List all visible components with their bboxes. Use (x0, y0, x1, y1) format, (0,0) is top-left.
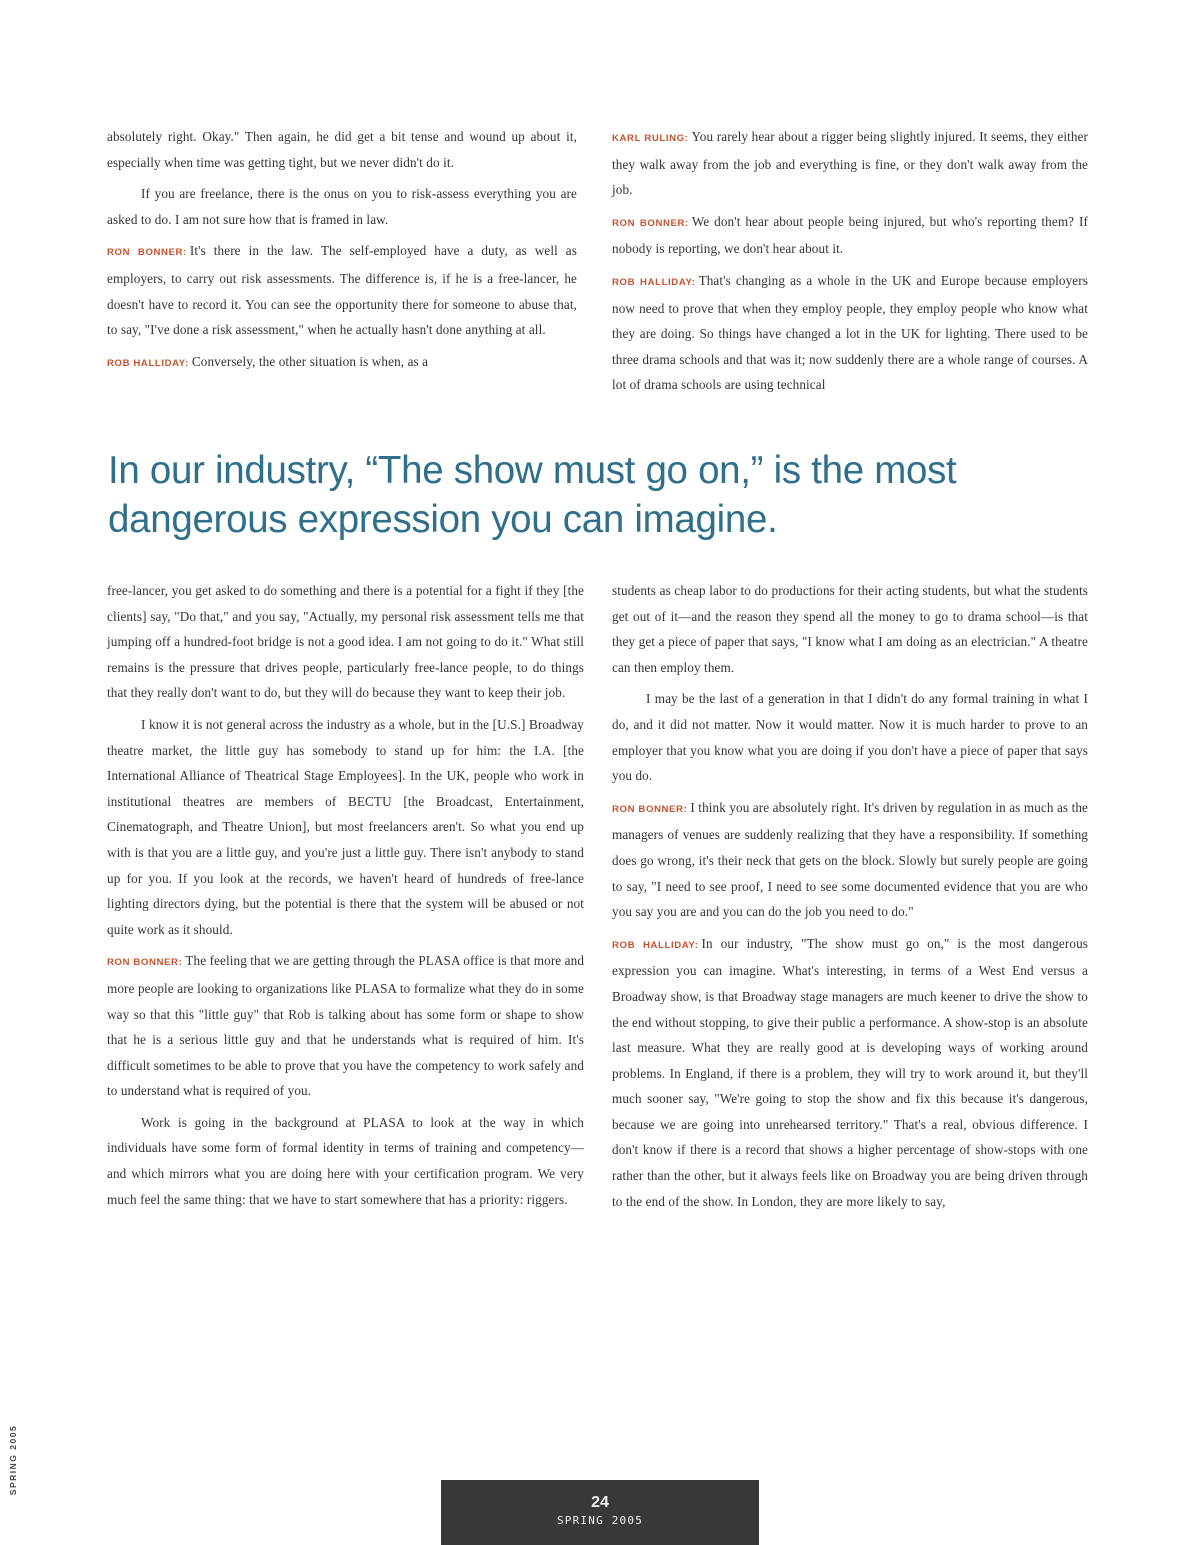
body-paragraph (612, 578, 1088, 680)
speaker-name: ROB HALLIDAY: (612, 939, 699, 951)
speaker-paragraph (612, 209, 1088, 262)
speaker-name: ROB HALLIDAY: (107, 357, 189, 369)
pull-quote-line-1: In our industry, “The show must go on,” is the most (108, 449, 957, 492)
speaker-paragraph (612, 268, 1088, 398)
column-top-right (612, 124, 1088, 404)
paragraph-text: I think you are absolutely right. It's driven by regulation in as much as the managers of venues are suddenly realizing that they have a responsibility. If something does go wrong, it's their neck that gets on the block. Slowly but surely people are going to say, "I need to see proof, I need to see some documented evidence that you are who you say you are and you can do the job you need to do." (612, 799, 1088, 920)
body-paragraph (107, 124, 577, 175)
body-paragraph (107, 181, 577, 232)
paragraph-text: free-lancer, you get asked to do something and there is a potential for a fight if they [the clients] say, "Do that," and you say, "Actually, my personal risk assessment tells me that jumping off a hundred-foot bridge is not a good idea. I am not going to do it." What still remains is the pressure that drives people, particularly free-lance people, to do things that they really don't want to do, but they will do because they want to keep their job. (107, 583, 584, 701)
pull-quote-line-2: dangerous expression you can imagine. (108, 498, 778, 541)
speaker-paragraph (612, 931, 1088, 1215)
speaker-name: RON BONNER: (612, 217, 689, 229)
column-top-left (107, 124, 577, 382)
body-paragraph (107, 578, 584, 706)
speaker-name: RON BONNER: (612, 803, 688, 815)
paragraph-text: You rarely hear about a rigger being slightly injured. It seems, they either they walk away from the job and everything is fine, or they don't walk away from the job. (612, 129, 1088, 198)
speaker-name: RON BONNER: (107, 247, 187, 259)
body-paragraph (107, 1110, 584, 1212)
speaker-name: ROB HALLIDAY: (612, 276, 696, 288)
paragraph-text: We don't hear about people being injured, but who's reporting them? If nobody is reporting, we don't hear about it. (612, 213, 1088, 257)
speaker-name: KARL RULING: (612, 133, 689, 144)
paragraph-text: If you are freelance, there is the onus on you to risk-assess everything you are asked to do. I am not sure how that is framed in law. (107, 186, 577, 227)
body-paragraph (612, 686, 1088, 788)
speaker-paragraph (107, 948, 584, 1104)
speaker-paragraph (612, 795, 1088, 925)
paragraph-text: The feeling that we are getting through the PLASA office is that more and more people are looking to organizations like PLASA to formalize what they do in some way so that this "little guy" that Rob is talking about has some form or shape to show that he is a serious little guy and that he understands what is required of him. It's difficult sometimes to be able to prove that you have the competency to work safely and to understand what is required of you. (107, 953, 585, 1099)
page-number: 24 (591, 1494, 609, 1511)
speaker-paragraph (612, 124, 1088, 203)
paragraph-text: It's there in the law. The self-employed have a duty, as well as employers, to carry out risk assessments. The difference is, if he is a free-lancer, he doesn't have to record it. You can see the opportunity there for someone to abuse that, to say, "I've done a risk assessment," when he actually hasn't done anything at all. (107, 243, 577, 338)
paragraph-text: I may be the last of a generation in that I didn't do any formal training in what I do, and it did not matter. Now it would matter. Now it is much harder to prove to an employer that you know what you are doing if you don't have a piece of paper that says you do. (612, 691, 1088, 784)
paragraph-text: I know it is not general across the industry as a whole, but in the [U.S.] Broadway theatre market, the little guy has somebody to stand up for him: the I.A. [the International Alliance of Theatrical Stage Employees]. In the UK, people who work in institutional theatres are members of BECTU [the Broadcast, Entertainment, Cinematograph, and Theatre Union], but most freelancers aren't. So what you end up with is that you are a little guy, and you're just a little guy. There isn't anybody to stand up for you. If you look at the records, we haven't heard of hundreds of free-lance lighting directors dying, but the potential is there that the system will be abused or not quite work as it should. (107, 716, 584, 937)
speaker-name: RON BONNER: (107, 957, 183, 969)
paragraph-text: students as cheap labor to do productions for their acting students, but what the students get out of it—and the reason they spend all the money to go to drama school—is that they get a piece of paper that says, "I know what I am doing as an electrician." A theatre can then employ them. (612, 583, 1088, 675)
paragraph-text: In our industry, "The show must go on," is the most dangerous expression you can imagine. What's interesting, in terms of a West End versus a Broadway show, is that Broadway stage managers are much keener to drive the show to the end without stopping, to give their public a performance. A show-stop is an absolute last measure. What they are really good at is developing ways of working around problems. In England, if there is a problem, they will try to work around it, but they'll much sooner say, "We're going to stop the show and fix this because it's dangerous, because we are going into unrehearsed territory." That's a real, obvious difference. I don't know if there is a record that shows a higher percentage of show-stops with one rather than the other, but it always feels like on Broadway you are being driven through to the end of the show. In London, they are more likely to say, (612, 935, 1088, 1209)
paragraph-text: Conversely, the other situation is when, as a (191, 353, 429, 369)
speaker-paragraph (107, 349, 577, 377)
paragraph-text: absolutely right. Okay." Then again, he did get a bit tense and wound up about it, especially when time was getting tight, but we never didn't do it. (107, 129, 577, 170)
body-paragraph (107, 712, 584, 942)
column-bottom-left (107, 578, 584, 1218)
column-bottom-right (612, 578, 1088, 1220)
side-issue-text: SPRING 2005 (8, 1424, 18, 1496)
paragraph-text: Work is going in the background at PLASA to look at the way in which individuals have some form of formal identity in terms of training and competency—and which mirrors what you are doing here with your certification program. We very much feel the same thing: that we have to start somewhere that has a priority: riggers. (107, 1114, 584, 1207)
pull-quote (108, 446, 1068, 544)
speaker-paragraph (107, 238, 577, 342)
paragraph-text: That's changing as a whole in the UK and Europe because employers now need to prove that when they employ people, they employ people who know what they are doing. So things have changed a lot in the UK for lighting. There used to be three drama schools and that was it; now suddenly there are a whole range of courses. A lot of drama schools are using technical (612, 272, 1088, 393)
footer-issue: SPRING 2005 (556, 1514, 644, 1527)
page-footer (441, 1480, 759, 1545)
side-issue-label (2, 1420, 24, 1500)
